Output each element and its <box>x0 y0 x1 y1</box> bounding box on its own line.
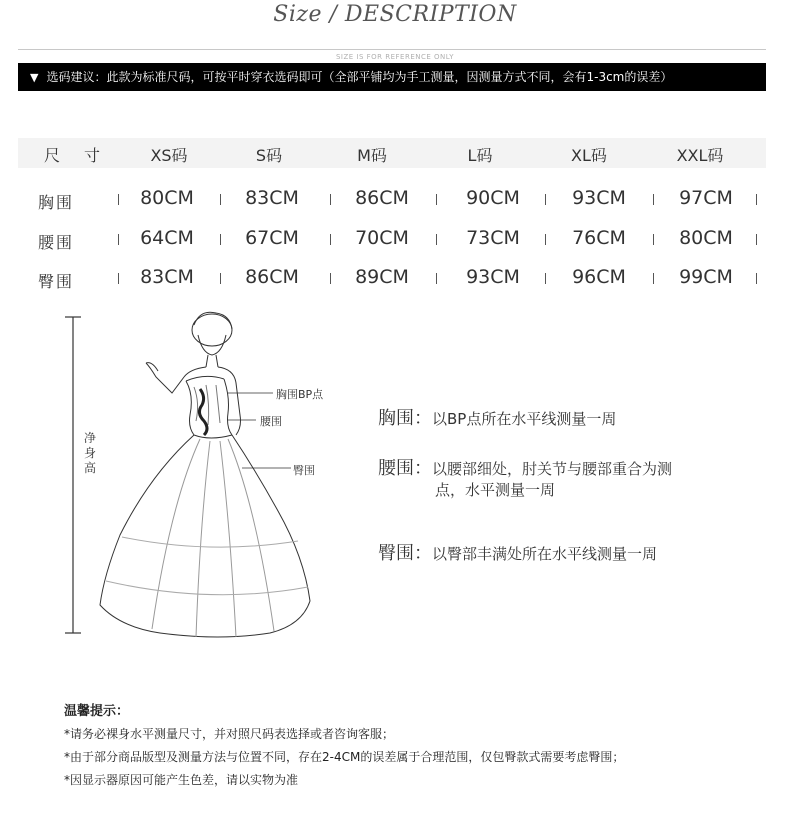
separator <box>118 273 119 284</box>
callout-lines <box>228 393 291 468</box>
separator <box>330 194 331 205</box>
tips-title: 温馨提示： <box>64 704 130 719</box>
table-cell: 83CM <box>245 187 299 209</box>
table-cell: 73CM <box>466 227 520 249</box>
table-cell: 90CM <box>466 187 520 209</box>
separator <box>220 194 221 205</box>
figure-arms <box>146 363 241 435</box>
notice-text: 选码建议：此款为标准尺码，可按平时穿衣选码即可（全部平铺均为手工测量，因测量方式不同，会有1-3cm的误差） <box>46 70 673 84</box>
triangle-icon: ▼ <box>30 71 39 84</box>
desc-bust <box>378 404 616 431</box>
waist-callout-label: 腰围 <box>260 415 282 428</box>
page-title: Size / DESCRIPTION <box>273 2 517 27</box>
size-header-xl: XL码 <box>571 146 607 165</box>
desc-text: 以腰部细处，肘关节与腰部重合为测 <box>432 460 673 478</box>
table-cell: 93CM <box>466 266 520 288</box>
figure-skirt <box>100 435 310 637</box>
table-cell: 80CM <box>140 187 194 209</box>
desc-hip <box>378 539 657 566</box>
desc-term: 臀围 <box>378 543 414 564</box>
separator <box>436 273 437 284</box>
tip-item: *因显示器原因可能产生色差，请以实物为准 <box>64 773 299 787</box>
size-table-corner: 尺 寸 <box>44 146 105 165</box>
desc-text: 以BP点所在水平线测量一周 <box>432 410 617 428</box>
desc-colon: ： <box>414 408 432 429</box>
row-label-hip: 臀围 <box>38 272 75 291</box>
table-cell: 93CM <box>572 187 626 209</box>
desc-waist-line2: 点，水平测量一周 <box>435 481 556 499</box>
table-cell: 80CM <box>679 227 733 249</box>
figure-head <box>192 312 232 367</box>
height-ruler <box>65 317 81 633</box>
separator <box>118 194 119 205</box>
size-header-xxl: XXL码 <box>676 146 724 165</box>
separator <box>653 273 654 284</box>
table-cell: 83CM <box>140 266 194 288</box>
separator <box>545 273 546 284</box>
row-label-waist: 腰围 <box>38 233 75 252</box>
table-cell: 86CM <box>355 187 409 209</box>
separator <box>330 234 331 245</box>
separator <box>436 234 437 245</box>
desc-term: 腰围 <box>378 458 414 479</box>
separator <box>756 234 757 245</box>
bust-callout-label: 胸围BP点 <box>276 388 324 401</box>
table-cell: 89CM <box>355 266 409 288</box>
separator <box>653 234 654 245</box>
separator <box>756 194 757 205</box>
height-label: 净身高 <box>84 431 97 475</box>
gown-drawing <box>60 305 360 650</box>
separator <box>220 234 221 245</box>
size-header-l: L码 <box>467 146 493 165</box>
table-cell: 97CM <box>679 187 733 209</box>
separator <box>330 273 331 284</box>
hip-callout-label: 臀围 <box>293 464 315 477</box>
row-label-bust: 胸围 <box>38 193 75 212</box>
separator <box>545 234 546 245</box>
size-header-s: S码 <box>255 146 283 165</box>
subtitle-text: SIZE IS FOR REFERENCE ONLY <box>330 53 460 61</box>
table-cell: 70CM <box>355 227 409 249</box>
separator <box>118 234 119 245</box>
gown-illustration <box>60 305 360 654</box>
subtitle <box>0 44 790 63</box>
table-cell: 76CM <box>572 227 626 249</box>
notice-bar <box>18 63 766 91</box>
tip-item: *请务必裸身水平测量尺寸，并对照尺码表选择或者咨询客服； <box>64 727 395 741</box>
desc-waist <box>378 454 672 481</box>
desc-colon: ： <box>414 543 432 564</box>
tip-item: *由于部分商品版型及测量方法与位置不同，存在2-4CM的误差属于合理范围，仅包臀款式需要考虑臀围； <box>64 750 625 764</box>
desc-colon: ： <box>414 458 432 479</box>
lace-detail <box>199 389 207 435</box>
separator <box>545 194 546 205</box>
separator <box>653 194 654 205</box>
size-header-m: M码 <box>357 146 387 165</box>
size-header-xs: XS码 <box>150 146 188 165</box>
desc-text: 以臀部丰满处所在水平线测量一周 <box>432 545 658 563</box>
table-cell: 99CM <box>679 266 733 288</box>
separator <box>756 273 757 284</box>
table-cell: 64CM <box>140 227 194 249</box>
separator <box>436 194 437 205</box>
figure-bodice <box>186 376 232 435</box>
desc-term: 胸围 <box>378 408 414 429</box>
separator <box>220 273 221 284</box>
table-cell: 67CM <box>245 227 299 249</box>
table-cell: 86CM <box>245 266 299 288</box>
table-cell: 96CM <box>572 266 626 288</box>
